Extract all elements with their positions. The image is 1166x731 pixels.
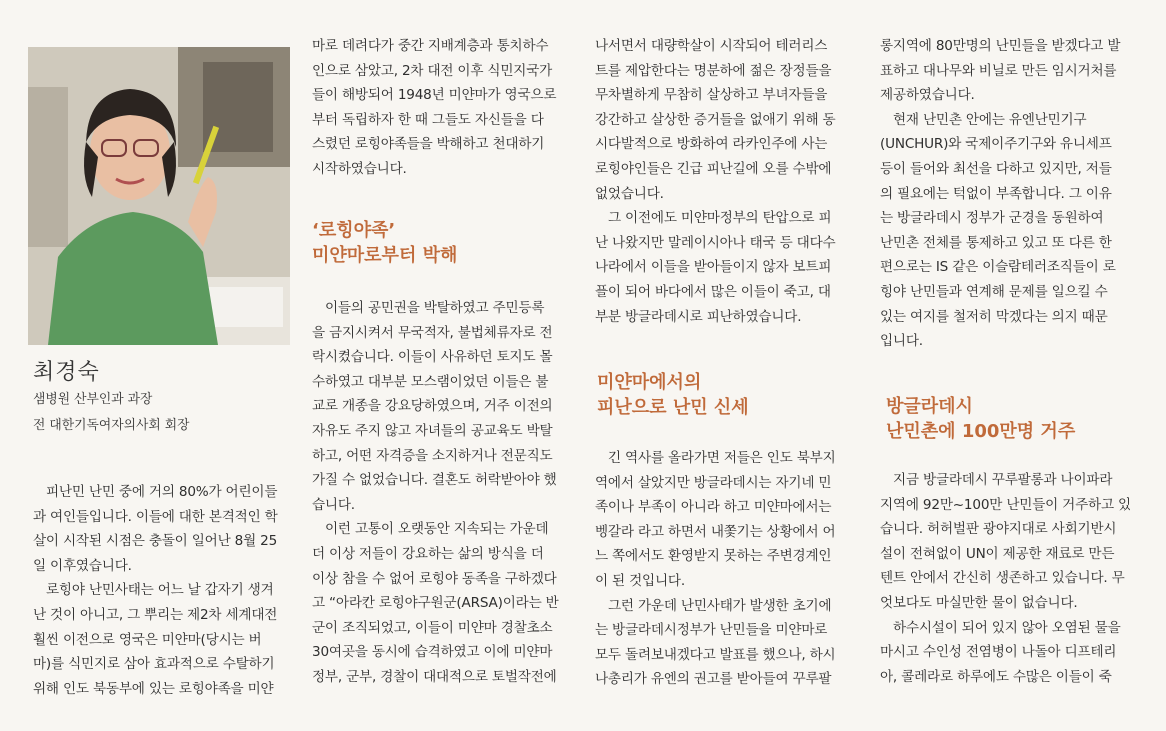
- heading-line: 난민촌에 100만명 거주: [886, 421, 1076, 442]
- text-line: 나총리가 유엔의 권고를 받아들여 꾸루팔: [595, 671, 832, 688]
- text-line: 30여곳을 동시에 습격하였고 이에 미얀마: [312, 644, 553, 661]
- column-2-text-bottom: [312, 296, 574, 690]
- text-line: 로힝야인들은 긴급 피난길에 오를 수밖에: [595, 160, 832, 177]
- section-heading-rohingya: [312, 218, 457, 268]
- heading-line: 미얀마로부터 박해: [312, 245, 458, 266]
- text-line: 교로 개종을 강요당하였으며, 거주 이전의: [312, 398, 553, 415]
- text-line: 그 이전에도 미얀마정부의 탄압으로 피: [608, 210, 832, 227]
- text-line: 난 것이 아니고, 그 뿌리는 제2차 세계대전: [33, 606, 278, 623]
- text-line: 마)를 식민지로 삼아 효과적으로 수탈하기: [33, 656, 275, 673]
- text-line: 는 방글라데시 정부가 군경을 동원하여: [880, 210, 1104, 227]
- text-line: 나서면서 대량학살이 시작되어 테러리스: [595, 38, 828, 54]
- text-line: 제공하였습니다.: [880, 87, 975, 104]
- text-line: 긴 역사를 올라가면 저들은 인도 북부지: [608, 450, 836, 466]
- text-line: 롱지역에 80만명의 난민들을 받겠다고 발: [880, 38, 1121, 54]
- author-former-title: 전 대한기독여자의사회 회장: [33, 418, 190, 433]
- text-line: 락시켰습니다. 이들이 사유하던 토지도 몰: [312, 349, 553, 366]
- text-line: 난민촌 전체를 통제하고 있고 또 다른 한: [880, 234, 1112, 251]
- text-line: 모두 돌려보내겠다고 발표를 했으나, 하시: [595, 646, 836, 663]
- text-line: 스렸던 로힝야족들을 박해하고 천대하기: [312, 136, 545, 153]
- text-line: 습니다. 허허벌판 광야지대로 사회기반시: [880, 521, 1117, 538]
- column-3-text-top: [595, 34, 859, 329]
- text-line: 고 “아라칸 로힝야구원군(ARSA)이라는 반: [312, 595, 559, 612]
- text-line: 역에서 살았지만 방글라데시는 자기네 민: [595, 474, 832, 491]
- text-line: 피난민 난민 중에 거의 80%가 어린이들: [46, 484, 278, 500]
- text-line: 지금 방글라데시 꾸루팔롱과 나이파라: [893, 472, 1113, 488]
- column-4-text-bottom: [880, 468, 1146, 689]
- text-line: 부분 방글라데시로 피난하였습니다.: [595, 308, 802, 325]
- text-line: 이 된 것입니다.: [595, 572, 685, 589]
- text-line: 벵갈라 라고 하면서 내쫓기는 상황에서 어: [595, 523, 836, 540]
- text-line: 과 여인들입니다. 이들에 대한 본격적인 학: [33, 508, 278, 525]
- text-line: 의 필요에는 턱없이 부족합니다. 그 이유: [880, 185, 1112, 202]
- text-line: 마로 데려다가 중간 지배계층과 통치하수: [312, 38, 549, 54]
- section-heading-bangladesh: [886, 394, 1075, 444]
- text-line: 이들의 공민권을 박탈하였고 주민등록: [325, 300, 545, 316]
- text-line: 족이나 부족이 아니라 하고 미얀마에서는: [595, 499, 832, 516]
- text-line: 힝야 난민들과 연계해 문제를 일으킬 수: [880, 283, 1108, 300]
- text-line: 수하였고 대부분 모스램이었던 이들은 불: [312, 373, 549, 390]
- text-line: 입니다.: [880, 333, 923, 350]
- text-line: 그런 가운데 난민사태가 발생한 초기에: [608, 597, 832, 614]
- text-line: 는 방글라데시정부가 난민들을 미얀마로: [595, 622, 828, 639]
- text-line: 일 이후였습니다.: [33, 557, 132, 574]
- text-line: 있는 여지를 철저히 막겠다는 의지 때문: [880, 308, 1108, 325]
- text-line: 없었습니다.: [595, 185, 664, 202]
- text-line: 하수시설이 되어 있지 않아 오염된 물을: [893, 619, 1121, 636]
- author-name: 최경숙: [33, 360, 100, 385]
- text-line: 아, 콜레라로 하루에도 수많은 이들이 죽: [880, 668, 1112, 685]
- heading-line: 피난으로 난민 신세: [597, 397, 749, 418]
- text-line: 자유도 주지 않고 자녀들의 공교육도 박탈: [312, 422, 553, 439]
- text-line: 난 나왔지만 말레이시아나 태국 등 대다수: [595, 234, 836, 251]
- text-line: 표하고 대나무와 비닐로 만든 임시거처를: [880, 62, 1117, 79]
- text-line: 텐트 안에서 간신히 생존하고 있습니다. 무: [880, 570, 1125, 587]
- text-line: 훨씬 이전으로 영국은 미얀마(당시는 버: [33, 631, 262, 648]
- text-line: 강간하고 살상한 증거들을 없애기 위해 동: [595, 111, 836, 128]
- text-line: 군이 조직되었고, 이들이 미얀마 경찰초소: [312, 619, 553, 636]
- column-2-text-top: [312, 34, 574, 182]
- text-line: 살이 시작된 시점은 충돌이 일어난 8월 25: [33, 533, 278, 550]
- text-line: 을 금지시켜서 무국적자, 불법체류자로 전: [312, 324, 553, 341]
- text-line: 가질 수 없었습니다. 결혼도 허락받아야 했: [312, 472, 557, 489]
- text-line: 부터 독립하자 한 때 그들도 자신들을 다: [312, 111, 544, 128]
- column-4-text-top: [880, 34, 1146, 354]
- text-line: 나라에서 이들을 받아들이지 않자 보트피: [595, 259, 832, 276]
- text-line: 들이 해방되어 1948년 미얀마가 영국으로: [312, 87, 557, 104]
- column-1-text: [33, 480, 295, 701]
- text-line: 더 이상 저들이 강요하는 삶의 방식을 더: [312, 545, 544, 562]
- text-line: 마시고 수인성 전염병이 나돌아 디프테리: [880, 644, 1117, 661]
- text-line: (UNCHUR)와 국제이주기구와 유니세프: [880, 136, 1112, 153]
- section-heading-refugee: [597, 370, 749, 420]
- text-line: 이상 참을 수 없어 로힝야 동족을 구하겠다: [312, 570, 557, 587]
- text-line: 등이 들어와 최선을 다하고 있지만, 저들: [880, 160, 1112, 177]
- column-3-text-bottom: [595, 446, 859, 692]
- text-line: 설이 전혀없이 UN이 제공한 재료로 만든: [880, 545, 1115, 562]
- text-line: 플이 되어 바다에서 많은 이들이 죽고, 대: [595, 283, 831, 300]
- text-line: 편으로는 IS 같은 이슬람테러조직들이 로: [880, 259, 1116, 276]
- text-line: 시다발적으로 방화하여 라카인주에 사는: [595, 136, 828, 153]
- text-line: 현재 난민촌 안에는 유엔난민기구: [893, 111, 1087, 128]
- text-line: 정부, 군부, 경찰이 대대적으로 토벌작전에: [312, 668, 557, 685]
- text-line: 지역에 92만~100만 난민들이 거주하고 있: [880, 496, 1131, 513]
- text-line: 이런 고통이 오랫동안 지속되는 가운데: [325, 521, 549, 538]
- text-line: 느 쪽에서도 환영받지 못하는 주변경계인: [595, 548, 832, 565]
- author-title: 샘병원 산부인과 과장: [33, 392, 153, 407]
- text-line: 인으로 삼았고, 2차 대전 이후 식민지국가: [312, 62, 553, 79]
- text-line: 하고, 어떤 자격증을 소지하거나 전문직도: [312, 447, 553, 464]
- heading-line: 방글라데시: [886, 396, 973, 417]
- text-line: 습니다.: [312, 496, 355, 513]
- heading-line: ‘로힝야족’: [312, 220, 396, 241]
- heading-line: 미얀마에서의: [597, 372, 702, 393]
- text-line: 무차별하게 무참히 살상하고 부녀자들을: [595, 87, 828, 104]
- text-line: 트를 제압한다는 명분하에 젊은 장정들을: [595, 62, 832, 79]
- text-line: 로힝야 난민사태는 어느 날 갑자기 생겨: [46, 582, 274, 599]
- text-line: 시작하였습니다.: [312, 160, 407, 177]
- text-line: 위해 인도 북동부에 있는 로힝야족을 미얀: [33, 680, 274, 697]
- text-line: 엇보다도 마실만한 물이 없습니다.: [880, 594, 1078, 611]
- author-photo: [28, 47, 290, 345]
